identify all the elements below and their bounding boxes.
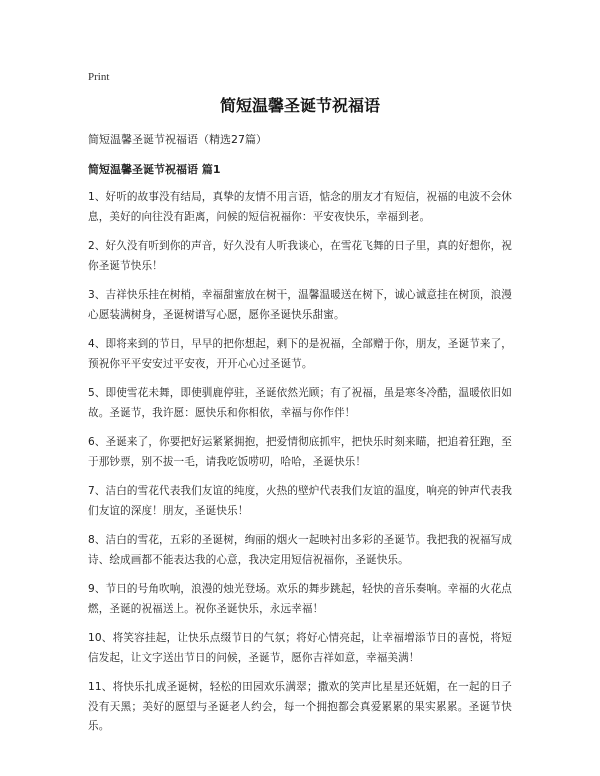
paragraph: 6、圣诞来了，你要把好运紧紧拥抱，把爱情彻底抓牢，把快乐时刻来瞄，把追着狂跑，至于那钞票，别不拔一毛，请我吃饭唠叨，哈哈，圣诞快乐！ (88, 436, 512, 468)
document-subtitle: 简短温馨圣诞节祝福语（精选27篇） (88, 133, 267, 146)
paragraph: 8、洁白的雪花，五彩的圣诞树，绚丽的烟火一起映衬出多彩的圣诞节。我把我的祝福写成诗、绘成画都不能表达我的心意，我决定用短信祝福你，圣诞快乐。 (88, 534, 512, 566)
paragraph: 7、洁白的雪花代表我们友谊的纯度，火热的壁炉代表我们友谊的温度，响亮的钟声代表我们友谊的深度！朋友，圣诞快乐！ (88, 485, 512, 517)
paragraph-list (88, 188, 512, 737)
paragraph: 5、即使雪花未舞，即使驯鹿停驻，圣诞依然光顾；有了祝福，虽是寒冬冷酷，温暖依旧如故。圣诞节，我许愿：愿快乐和你相依，幸福与你作伴！ (88, 387, 512, 419)
print-link[interactable]: Print (88, 71, 110, 83)
paragraph: 10、将笑容挂起，让快乐点缀节日的气氛；将好心情亮起，让幸福增添节日的喜悦，将短信发起，让文字送出节日的问候，圣诞节，愿你吉祥如意，幸福美满！ (88, 632, 512, 664)
document-page (88, 70, 512, 747)
paragraph: 11、将快乐扎成圣诞树，轻松的田园欢乐满翠；撒欢的笑声比星星还妩媚，在一起的日子没有天黑；美好的愿望与圣诞老人约会，每一个拥抱都会真爱累累的果实累累。圣诞节快乐。 (88, 681, 512, 732)
section-heading: 简短温馨圣诞节祝福语 篇1 (88, 163, 221, 176)
paragraph: 2、好久没有听到你的声音，好久没有人听我谈心，在雪花飞舞的日子里，真的好想你，祝你圣诞节快乐！ (88, 240, 512, 272)
paragraph: 1、好听的故事没有结局，真挚的友情不用言语，惦念的朋友才有短信，祝福的电波不会休息，美好的向往没有距离，问候的短信祝福你：平安夜快乐，幸福到老。 (88, 191, 512, 223)
page-title: 简短温馨圣诞节祝福语 (219, 96, 380, 115)
paragraph: 3、吉祥快乐挂在树梢，幸福甜蜜放在树干，温馨温暖送在树下，诚心诚意挂在树顶，浪漫心愿装满树身，圣诞树谱写心愿，愿你圣诞快乐甜蜜。 (88, 289, 512, 321)
paragraph: 9、节日的号角吹响，浪漫的烛光登场。欢乐的舞步跳起，轻快的音乐奏响。幸福的火花点燃，圣诞的祝福送上。祝你圣诞快乐，永远幸福！ (88, 583, 512, 615)
paragraph: 4、即将来到的节日，早早的把你想起，剩下的是祝福，全部赠于你，朋友，圣诞节来了，预祝你平平安安过平安夜，开开心心过圣诞节。 (88, 338, 512, 370)
